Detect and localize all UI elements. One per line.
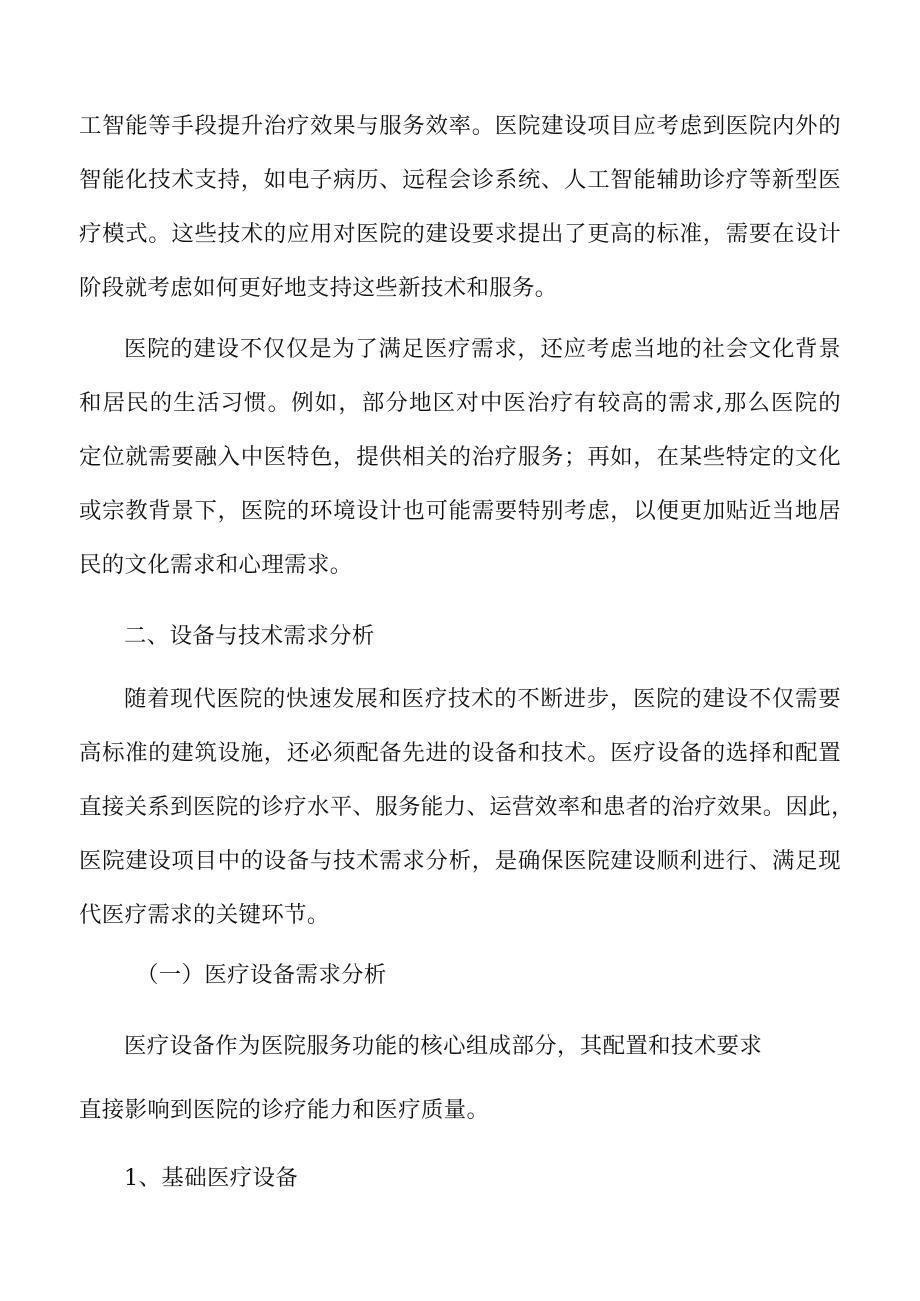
section-heading: 二、设备与技术需求分析 (124, 623, 375, 649)
paragraph-2-line-1: 医院的建设不仅仅是为了满足医疗需求，还应考虑当地的社会文化背景 (124, 336, 841, 362)
paragraph-4-line-1: 医疗设备作为医院服务功能的核心组成部分，其配置和技术要求 (124, 1033, 763, 1059)
paragraph-4-line-2: 直接影响到医院的诊疗能力和医疗质量。 (79, 1097, 490, 1123)
item-heading: 1、基础医疗设备 (124, 1165, 299, 1191)
paragraph-3-line-3: 直接关系到医院的诊疗水平、服务能力、运营效率和患者的治疗效果。因此， (79, 794, 854, 820)
paragraph-3-line-2: 高标准的建筑设施，还必须配备先进的设备和技术。医疗设备的选择和配置 (79, 740, 841, 766)
subsection-heading: （一）医疗设备需求分析 (136, 962, 387, 988)
paragraph-1-line-2: 智能化技术支持，如电子病历、远程会诊系统、人工智能辅助诊疗等新型医 (79, 167, 841, 193)
paragraph-3-line-5: 代医疗需求的关键环节。 (79, 902, 330, 928)
paragraph-2-line-2: 和居民的生活习惯。例如，部分地区对中医治疗有较高的需求,那么医院的 (79, 390, 841, 416)
paragraph-1-line-4: 阶段就考虑如何更好地支持这些新技术和服务。 (79, 275, 558, 301)
paragraph-1-line-3: 疗模式。这些技术的应用对医院的建设要求提出了更高的标准，需要在设计 (79, 221, 841, 247)
paragraph-2-line-5: 民的文化需求和心理需求。 (79, 552, 353, 578)
paragraph-2-line-4: 或宗教背景下，医院的环境设计也可能需要特别考虑，以便更加贴近当地居 (79, 498, 841, 524)
paragraph-2-line-3: 定位就需要融入中医特色，提供相关的治疗服务；再如，在某些特定的文化 (79, 444, 841, 470)
paragraph-1-line-1: 工智能等手段提升治疗效果与服务效率。医院建设项目应考虑到医院内外的 (79, 113, 841, 139)
paragraph-3-line-4: 医院建设项目中的设备与技术需求分析，是确保医院建设顺利进行、满足现 (79, 848, 841, 874)
paragraph-3-line-1: 随着现代医院的快速发展和医疗技术的不断进步，医院的建设不仅需要 (124, 686, 841, 712)
